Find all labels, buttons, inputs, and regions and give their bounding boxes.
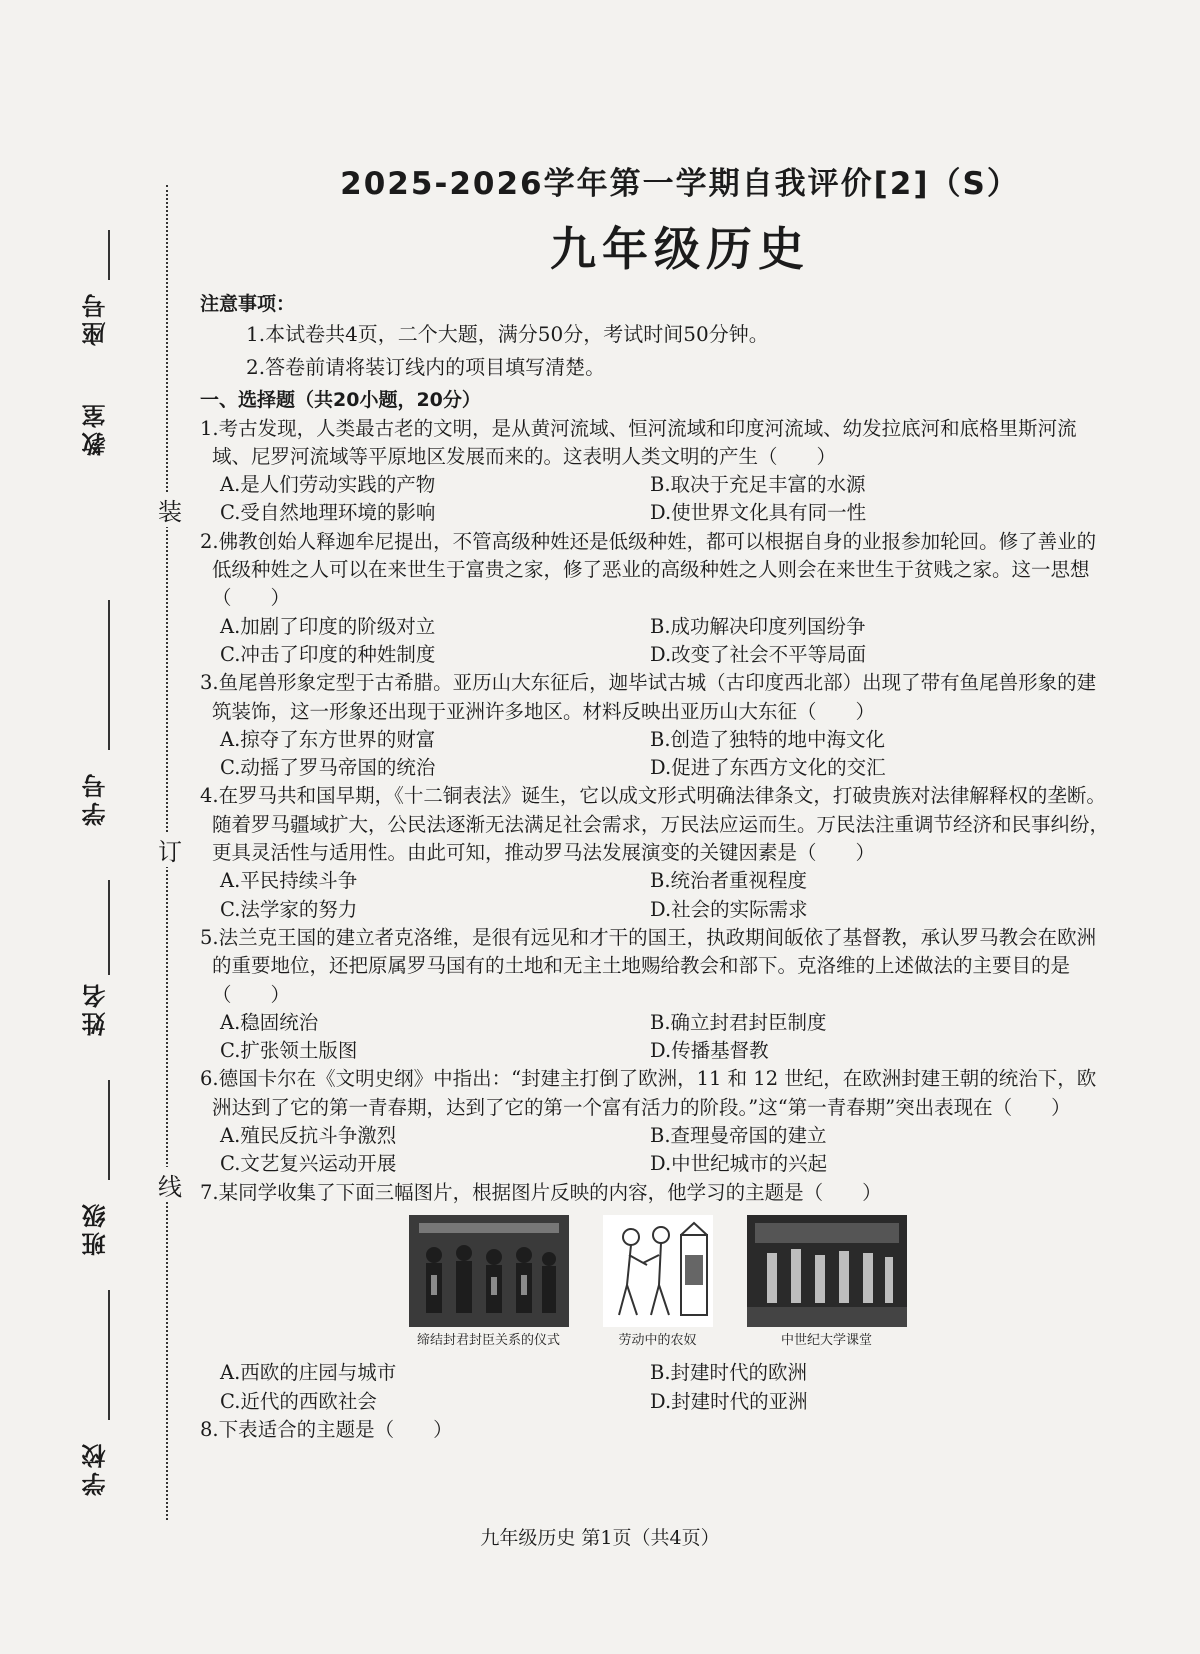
option-a[interactable]: A.平民持续斗争 <box>220 869 358 893</box>
options <box>200 471 1115 528</box>
university-class-picture <box>747 1215 907 1327</box>
question-stem: 1.考古发现，人类最古老的文明，是从黄河流域、恒河流域和印度河流域、幼发拉底河和底格里斯河流域、尼罗河流域等平原地区发展而来的。这表明人类文明的产生（ ） <box>200 416 1077 468</box>
question-1 <box>200 415 1115 528</box>
class-label: 班级 <box>82 1200 110 1256</box>
figure-row <box>200 1215 1115 1355</box>
room-field[interactable] <box>70 400 150 560</box>
question-4 <box>200 782 1115 923</box>
binding-margin <box>70 0 150 1654</box>
option-a[interactable]: A.是人们劳动实践的产物 <box>220 473 436 497</box>
option-d[interactable]: D.社会的实际需求 <box>650 897 808 921</box>
option-a[interactable]: A.加剧了印度的阶级对立 <box>220 614 436 638</box>
option-a[interactable]: A.西欧的庄园与城市 <box>220 1361 397 1385</box>
option-a[interactable]: A.殖民反抗斗争激烈 <box>220 1124 397 1148</box>
options <box>200 726 1115 783</box>
figure-caption: 劳动中的农奴 <box>618 1332 697 1348</box>
serf-labor-image <box>603 1215 713 1327</box>
school-fill-rule <box>108 1290 110 1420</box>
question-stem: 6.德国卡尔在《文明史纲》中指出：“封建主打倒了欧洲，11 和 12 世纪，在欧洲封建王朝的统治下，欧洲达到了它的第一青春期，达到了它的第一个富有活力的阶段。”这“第一青春期”突出表现在（ ） <box>200 1067 1097 1119</box>
room-label: 教室 <box>82 400 110 456</box>
question-6 <box>200 1065 1115 1178</box>
option-b[interactable]: B.确立封君封臣制度 <box>650 1010 827 1034</box>
class-fill-rule <box>108 1080 110 1180</box>
option-a[interactable]: A.稳固统治 <box>220 1010 319 1034</box>
option-c[interactable]: C.冲击了印度的种姓制度 <box>220 642 436 666</box>
class-field[interactable] <box>70 1080 150 1280</box>
question-7 <box>200 1179 1115 1416</box>
seat-label: 座号 <box>82 290 110 346</box>
student-id-field[interactable] <box>70 600 150 860</box>
question-stem: 7.某同学收集了下面三幅图片，根据图片反映的内容，他学习的主题是（ ） <box>200 1180 882 1204</box>
option-d[interactable]: D.促进了东西方文化的交汇 <box>650 756 886 780</box>
notice-title: 注意事项： <box>200 293 296 315</box>
option-d[interactable]: D.改变了社会不平等局面 <box>650 642 867 666</box>
figure-university-class <box>747 1215 907 1355</box>
page-footer: 九年级历史 第1页（共4页） <box>480 1527 720 1549</box>
option-d[interactable]: D.封建时代的亚洲 <box>650 1389 808 1413</box>
option-c[interactable]: C.扩张领土版图 <box>220 1039 358 1063</box>
notice-item: 2.答卷前请将装订线内的项目填写清楚。 <box>246 355 606 380</box>
question-8 <box>200 1416 1115 1444</box>
options <box>200 867 1115 924</box>
vassal-ceremony-picture <box>409 1215 569 1327</box>
question-stem: 8.下表适合的主题是（ ） <box>200 1417 453 1441</box>
binding-char-zhuang: 装 <box>156 492 184 527</box>
option-c[interactable]: C.法学家的努力 <box>220 897 358 921</box>
options <box>200 1122 1115 1179</box>
question-stem: 3.鱼尾兽形象定型于古希腊。亚历山大东征后，迦毕试古城（古印度西北部）出现了带有鱼尾兽形象的建筑装饰，这一形象还出现于亚洲许多地区。材料反映出亚历山大东征（ ） <box>200 671 1097 723</box>
university-class-image <box>747 1215 907 1327</box>
name-field[interactable] <box>70 880 150 1060</box>
vassal-ceremony-image <box>409 1215 569 1327</box>
name-label: 姓名 <box>82 980 110 1036</box>
option-b[interactable]: B.查理曼帝国的建立 <box>650 1124 827 1148</box>
seat-fill-rule <box>108 230 110 280</box>
option-b[interactable]: B.取决于充足丰富的水源 <box>650 473 866 497</box>
binding-char-xian: 线 <box>156 1167 184 1202</box>
option-d[interactable]: D.传播基督教 <box>650 1039 769 1063</box>
options <box>200 1009 1115 1066</box>
option-c[interactable]: C.受自然地理环境的影响 <box>220 501 436 525</box>
serf-labor-picture <box>603 1215 713 1327</box>
school-field[interactable] <box>70 1290 150 1510</box>
option-b[interactable]: B.创造了独特的地中海文化 <box>650 727 886 751</box>
option-b[interactable]: B.封建时代的欧洲 <box>650 1361 808 1385</box>
question-stem: 5.法兰克王国的建立者克洛维，是很有远见和才干的国王，执政期间皈依了基督教，承认罗马教会在欧洲的重要地位，还把原属罗马国有的土地和无主土地赐给教会和部下。克洛维的上述做法的主要目的是（ ） <box>200 925 1097 1006</box>
question-stem: 2.佛教创始人释迦牟尼提出，不管高级种姓还是低级种姓，都可以根据自身的业报参加轮回。修了善业的低级种姓之人可以在来世生于富贵之家，修了恶业的高级种姓之人则会在来世生于贫贱之家。这一思想（ ） <box>200 529 1097 610</box>
question-stem: 4.在罗马共和国早期，《十二铜表法》诞生，它以成文形式明确法律条文，打破贵族对法律解释权的垄断。随着罗马疆域扩大，公民法逐渐无法满足社会需求，万民法应运而生。万民法注重调节经济和民事纠纷，更具灵活性与适用性。由此可知，推动罗马法发展演变的关键因素是（ ） <box>200 784 1110 865</box>
figure-vassal-ceremony <box>409 1215 569 1355</box>
exam-subject: 九年级历史 <box>550 222 810 276</box>
exam-content <box>200 290 1115 1444</box>
figure-caption: 缔结封君封臣关系的仪式 <box>416 1332 560 1348</box>
exam-header <box>200 150 1160 279</box>
option-b[interactable]: B.统治者重视程度 <box>650 869 808 893</box>
section-title: 一、选择题（共20小题，20分） <box>200 389 481 412</box>
name-fill-rule <box>108 880 110 975</box>
exam-title: 2025-2026学年第一学期自我评价[2]（S） <box>340 166 1020 202</box>
figure-caption: 中世纪大学课堂 <box>780 1332 872 1348</box>
option-c[interactable]: C.近代的西欧社会 <box>220 1389 377 1413</box>
student-id-label: 学号 <box>82 770 110 826</box>
seat-field[interactable] <box>70 230 150 390</box>
notice-item: 1.本试卷共4页，二个大题，满分50分，考试时间50分钟。 <box>246 322 769 347</box>
question-5 <box>200 924 1115 1065</box>
question-3 <box>200 669 1115 782</box>
option-d[interactable]: D.使世界文化具有同一性 <box>650 501 867 525</box>
figure-serf-labor <box>603 1215 713 1355</box>
option-c[interactable]: C.动摇了罗马帝国的统治 <box>220 756 436 780</box>
school-label: 学校 <box>82 1440 110 1496</box>
option-c[interactable]: C.文艺复兴运动开展 <box>220 1152 397 1176</box>
question-2 <box>200 528 1115 669</box>
student-id-fill-rule <box>108 600 110 750</box>
binding-char-ding: 订 <box>156 832 184 867</box>
option-a[interactable]: A.掠夺了东方世界的财富 <box>220 727 436 751</box>
option-b[interactable]: B.成功解决印度列国纷争 <box>650 614 866 638</box>
options <box>200 613 1115 670</box>
option-d[interactable]: D.中世纪城市的兴起 <box>650 1152 828 1176</box>
options <box>200 1359 1115 1416</box>
